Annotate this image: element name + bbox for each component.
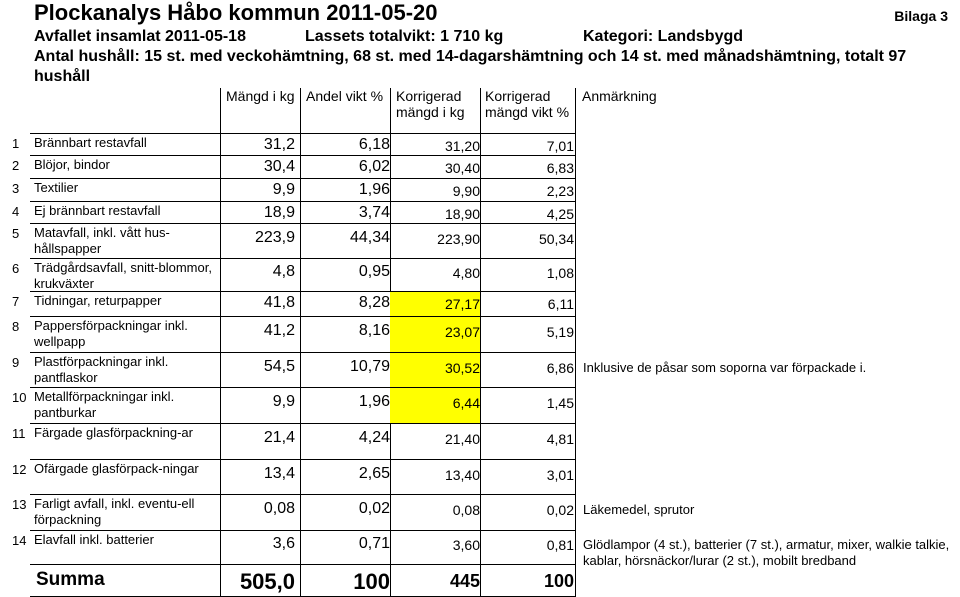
value-mangd: 18,9	[263, 204, 295, 221]
value-korr-pct: 6,11	[547, 296, 574, 312]
household-count-cont: hushåll	[34, 68, 91, 85]
value-andel: 1,96	[358, 181, 390, 198]
value-andel: 0,95	[358, 263, 390, 280]
row-number: 11	[12, 426, 26, 441]
value-mangd: 30,4	[263, 158, 295, 175]
value-korr-mangd: 31,20	[444, 138, 480, 154]
value-korr-pct: 0,81	[546, 537, 574, 553]
value-andel: 44,34	[349, 229, 390, 246]
value-korr-pct: 1,08	[546, 265, 574, 281]
row-description: Trädgårdsavfall, snitt-blommor, krukväxter	[34, 260, 212, 291]
value-mangd: 41,2	[263, 322, 295, 339]
value-korr-pct: 6,86	[546, 360, 574, 376]
value-mangd: 9,9	[272, 181, 295, 198]
row-description: Färgade glasförpackning-ar	[34, 425, 193, 440]
value-andel: 1,96	[358, 393, 390, 410]
row-number: 3	[12, 181, 20, 196]
row-note: Glödlampor (4 st.), batterier (7 st.), armatur, mixer, walkie talkie, kablar, hörsnäckor/lurar (2 st.), mobilt bredband	[583, 537, 950, 568]
value-korr-pct: 0,02	[546, 502, 574, 518]
value-korr-mangd: 223,90	[437, 231, 480, 247]
value-mangd: 21,4	[263, 429, 295, 446]
row-description: Ofärgade glasförpack-ningar	[34, 461, 199, 476]
row-number: 5	[12, 226, 20, 241]
row-number: 4	[12, 204, 20, 219]
value-korr-mangd: 30,40	[444, 160, 480, 176]
value-andel: 6,02	[358, 158, 390, 175]
value-korr-pct: 6,83	[546, 160, 574, 176]
household-count: Antal hushåll: 15 st. med veckohämtning, 68 st. med 14-dagarshämtning och 14 st. med månadshämtning, totalt 97	[34, 48, 907, 65]
value-andel: 3,74	[358, 204, 390, 221]
row-description: Textilier	[34, 180, 79, 195]
row-note: Läkemedel, sprutor	[583, 502, 695, 517]
row-number: 1	[12, 136, 20, 151]
value-korr-mangd: 30,52	[444, 360, 480, 376]
row-number: 13	[12, 497, 27, 512]
value-korr-mangd: 3,60	[452, 537, 480, 553]
summa-korr: 445	[449, 571, 480, 591]
value-korr-mangd: 0,08	[452, 502, 480, 518]
collection-date: Avfallet insamlat 2011-05-18	[34, 28, 246, 45]
value-mangd: 223,9	[254, 229, 295, 246]
summa-label: Summa	[36, 569, 105, 590]
total-weight: Lassets totalvikt: 1 710 kg	[305, 28, 504, 45]
row-number: 6	[12, 261, 20, 276]
summa-andel: 100	[353, 569, 390, 594]
summa-korr-pct: 100	[543, 571, 574, 591]
row-number: 10	[12, 390, 27, 405]
value-korr-mangd: 21,40	[444, 431, 480, 447]
value-andel: 2,65	[358, 465, 390, 482]
row-description: Metallförpackningar inkl. pantburkar	[34, 389, 175, 420]
row-description: Blöjor, bindor	[34, 157, 110, 172]
value-korr-mangd: 9,90	[452, 183, 480, 199]
value-andel: 0,71	[358, 535, 390, 552]
row-number: 12	[12, 462, 27, 477]
row-description: Elavfall inkl. batterier	[34, 532, 154, 547]
value-korr-pct: 1,45	[546, 395, 574, 411]
row-description: Plastförpackningar inkl. pantflaskor	[34, 354, 169, 385]
value-korr-mangd: 13,40	[444, 467, 480, 483]
row-number: 8	[12, 319, 20, 334]
value-korr-pct: 2,23	[546, 183, 574, 199]
value-korr-pct: 5,19	[546, 324, 574, 340]
row-number: 2	[12, 158, 20, 173]
value-korr-pct: 4,25	[546, 206, 574, 222]
value-korr-pct: 4,81	[546, 431, 574, 447]
appendix-label: Bilaga 3	[894, 8, 948, 24]
value-korr-pct: 3,01	[546, 467, 574, 483]
value-mangd: 31,2	[263, 136, 295, 153]
value-andel: 6,18	[358, 136, 390, 153]
value-mangd: 4,8	[272, 263, 295, 280]
row-description: Matavfall, inkl. vått hus-hållspapper	[34, 225, 170, 256]
value-andel: 8,28	[358, 294, 390, 311]
row-description: Tidningar, returpapper	[34, 293, 162, 308]
value-andel: 4,24	[358, 429, 390, 446]
value-korr-pct: 7,01	[546, 138, 574, 154]
row-description: Pappersförpackningar inkl. wellpapp	[34, 318, 188, 349]
page-title: Plockanalys Håbo kommun 2011-05-20	[34, 0, 438, 25]
value-korr-mangd: 27,17	[444, 296, 480, 312]
value-andel: 10,79	[349, 358, 390, 375]
row-description: Brännbart restavfall	[34, 135, 147, 150]
value-korr-pct: 50,34	[538, 231, 574, 247]
value-mangd: 13,4	[263, 465, 295, 482]
col-header-anmarkning: Anmärkning	[582, 88, 657, 104]
col-header-korr-mangd: Korrigerad mängd i kg	[396, 88, 465, 120]
col-header-korr-vikt: Korrigerad mängd vikt %	[485, 88, 570, 120]
value-korr-mangd: 4,80	[452, 265, 480, 281]
row-note: Inklusive de påsar som soporna var förpackade i.	[583, 360, 867, 375]
row-number: 14	[12, 533, 27, 548]
value-mangd: 0,08	[263, 500, 295, 517]
value-mangd: 3,6	[272, 535, 295, 552]
row-description: Ej brännbart restavfall	[34, 203, 161, 218]
value-andel: 0,02	[358, 500, 390, 517]
col-header-mangd: Mängd i kg	[226, 88, 295, 104]
value-mangd: 9,9	[272, 393, 295, 410]
value-mangd: 41,8	[263, 294, 295, 311]
row-number: 9	[12, 355, 20, 370]
value-andel: 8,16	[358, 322, 390, 339]
col-header-andel: Andel vikt %	[306, 88, 384, 104]
category: Kategori: Landsbygd	[583, 28, 744, 45]
row-description: Farligt avfall, inkl. eventu-ell förpackning	[34, 496, 195, 527]
value-korr-mangd: 6,44	[452, 395, 480, 411]
value-mangd: 54,5	[263, 358, 295, 375]
row-number: 7	[12, 294, 20, 309]
value-korr-mangd: 18,90	[444, 206, 480, 222]
value-korr-mangd: 23,07	[444, 324, 480, 340]
summa-mangd: 505,0	[239, 569, 295, 594]
